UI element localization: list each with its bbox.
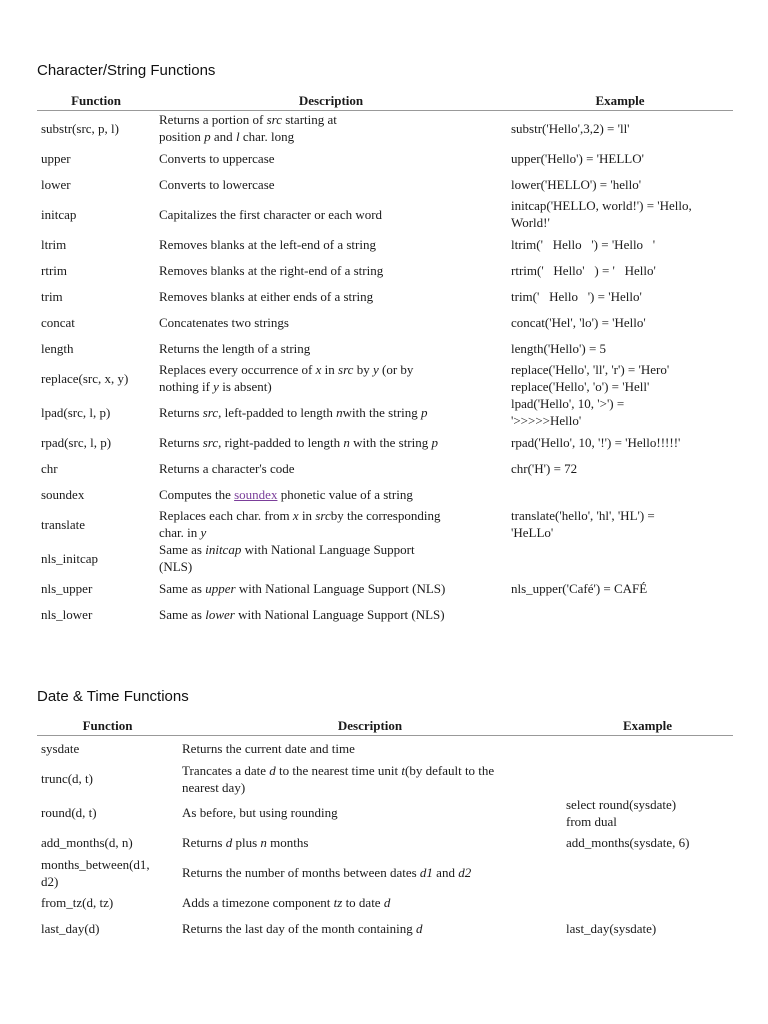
function-cell: nls_lower — [41, 606, 93, 622]
table-row — [37, 830, 733, 856]
description-cell: Returns the number of months between dates d1 and d2 — [182, 865, 472, 880]
description-cell: Removes blanks at the left-end of a string — [159, 236, 376, 252]
example-cell: initcap('HELLO, world!') = 'Hello, World!' — [511, 198, 692, 230]
example-cell — [562, 890, 733, 916]
example-cell: add_months(sysdate, 6) — [566, 835, 690, 850]
description-cell: Returns src, right-padded to length n with the string p — [159, 434, 438, 450]
example-cell: chr('H') = 72 — [511, 460, 578, 476]
column-header-function: Function — [37, 90, 155, 111]
description-cell: Removes blanks at either ends of a string — [159, 288, 374, 304]
description-cell: Returns src, left-padded to length nwith the string p — [159, 404, 428, 420]
description-cell: Concatenates two strings — [159, 314, 289, 330]
table-header-row — [37, 90, 733, 111]
function-cell: months_between(d1, d2) — [41, 856, 150, 889]
date-functions-table — [37, 715, 733, 942]
description-cell: Replaces every occurrence of x in src by y (or by nothing if y is absent) — [159, 362, 414, 394]
function-cell: ltrim — [41, 236, 67, 252]
example-cell: ltrim(' Hello ') = 'Hello ' — [511, 236, 656, 252]
table-row — [37, 890, 733, 916]
table-row — [37, 507, 733, 541]
description-cell: Trancates a date d to the nearest time unit t(by default to the nearest day) — [182, 762, 495, 795]
example-cell: length('Hello') = 5 — [511, 340, 607, 356]
table-row — [37, 916, 733, 942]
function-cell: from_tz(d, tz) — [41, 895, 114, 910]
example-cell — [562, 736, 733, 762]
function-cell: nls_upper — [41, 580, 93, 596]
example-cell: lower('HELLO') = 'hello' — [511, 176, 642, 192]
description-cell: Returns the length of a string — [159, 340, 311, 356]
function-cell: trim — [41, 288, 63, 304]
table-row — [37, 197, 733, 231]
function-cell: initcap — [41, 206, 77, 222]
section-title-date-functions: Date & Time Functions — [37, 688, 189, 705]
function-cell: soundex — [41, 486, 85, 502]
description-cell: Returns a portion of src starting at position p and l char. long — [159, 112, 337, 144]
function-cell: lpad(src, l, p) — [41, 404, 111, 420]
example-cell: lpad('Hello', 10, '>') = '>>>>>Hello' — [511, 396, 625, 428]
function-cell: translate — [41, 516, 86, 532]
section-title-string-functions: Character/String Functions — [37, 62, 216, 79]
description-cell: Same as upper with National Language Support (NLS) — [159, 580, 446, 596]
example-cell: trim(' Hello ') = 'Hello' — [511, 288, 642, 304]
table-row — [37, 455, 733, 481]
table-row — [37, 762, 733, 796]
table-row — [37, 335, 733, 361]
example-cell: upper('Hello') = 'HELLO' — [511, 150, 644, 166]
example-cell: concat('Hel', 'lo') = 'Hello' — [511, 314, 646, 330]
function-cell: round(d, t) — [41, 805, 97, 820]
function-cell: length — [41, 340, 74, 356]
table-row — [37, 111, 733, 146]
example-cell: substr('Hello',3,2) = 'll' — [511, 120, 630, 136]
description-cell: Same as lower with National Language Support (NLS) — [159, 606, 445, 622]
example-cell: select round(sysdate) from dual — [566, 796, 677, 829]
table-row — [37, 361, 733, 395]
description-cell: Returns the last day of the month containing d — [182, 921, 423, 936]
example-cell: rpad('Hello', 10, '!') = 'Hello!!!!!' — [511, 434, 681, 450]
column-header-description: Description — [178, 715, 562, 736]
description-cell: Computes the soundex phonetic value of a string — [159, 486, 413, 502]
table-row — [37, 541, 733, 575]
column-header-function: Function — [37, 715, 178, 736]
example-cell — [562, 856, 733, 890]
table-row — [37, 309, 733, 335]
example-cell: rtrim(' Hello' ) = ' Hello' — [511, 262, 656, 278]
function-cell: sysdate — [41, 741, 80, 757]
description-cell: Returns a character's code — [159, 460, 295, 476]
table-row — [37, 145, 733, 171]
table-row — [37, 283, 733, 309]
example-cell: translate('hello', 'hl', 'HL') = 'HeLLo' — [511, 508, 655, 540]
function-cell: nls_initcap — [41, 550, 99, 566]
description-cell: As before, but using rounding — [182, 805, 338, 820]
table-row — [37, 429, 733, 455]
table-row — [37, 856, 733, 890]
table-header-row — [37, 715, 733, 736]
description-cell: Returns d plus n months — [182, 835, 309, 850]
description-cell: Capitalizes the first character or each word — [159, 206, 383, 222]
table-row — [37, 575, 733, 601]
table-row — [37, 257, 733, 283]
example-cell — [507, 601, 733, 627]
example-cell — [507, 481, 733, 507]
function-cell: lower — [41, 176, 71, 192]
table-row — [37, 796, 733, 830]
function-cell: replace(src, x, y) — [41, 370, 129, 386]
column-header-example: Example — [507, 90, 733, 111]
soundex-link[interactable]: soundex — [234, 486, 278, 502]
example-cell: nls_upper('Café') = CAFÉ — [511, 580, 648, 596]
description-cell: Replaces each char. from x in srcby the corresponding char. in y — [159, 508, 441, 540]
function-cell: upper — [41, 150, 71, 166]
function-cell: trunc(d, t) — [41, 771, 93, 786]
example-cell: last_day(sysdate) — [566, 921, 657, 936]
function-cell: chr — [41, 460, 58, 476]
description-cell: Returns the current date and time — [182, 741, 355, 757]
function-cell: last_day(d) — [41, 921, 100, 936]
description-cell: Removes blanks at the right-end of a string — [159, 262, 384, 278]
table-row — [37, 395, 733, 429]
description-cell: Converts to uppercase — [159, 150, 275, 166]
table-row — [37, 601, 733, 627]
function-cell: rtrim — [41, 262, 67, 278]
function-cell: add_months(d, n) — [41, 835, 133, 850]
column-header-example: Example — [562, 715, 733, 736]
table-row — [37, 171, 733, 197]
example-cell: replace('Hello', 'll', 'r') = 'Hero' replace('Hello', 'o') = 'Hell' — [511, 362, 670, 394]
description-cell: Adds a timezone component tz to date d — [182, 895, 391, 910]
function-cell: concat — [41, 314, 75, 330]
function-cell: substr(src, p, l) — [41, 120, 119, 136]
description-cell: Same as initcap with National Language Support (NLS) — [159, 542, 415, 574]
table-row — [37, 231, 733, 257]
column-header-description: Description — [155, 90, 507, 111]
example-cell — [507, 541, 733, 575]
example-cell — [562, 762, 733, 796]
table-row — [37, 481, 733, 507]
string-functions-table — [37, 90, 733, 627]
table-row — [37, 736, 733, 762]
description-cell: Converts to lowercase — [159, 176, 275, 192]
function-cell: rpad(src, l, p) — [41, 434, 112, 450]
